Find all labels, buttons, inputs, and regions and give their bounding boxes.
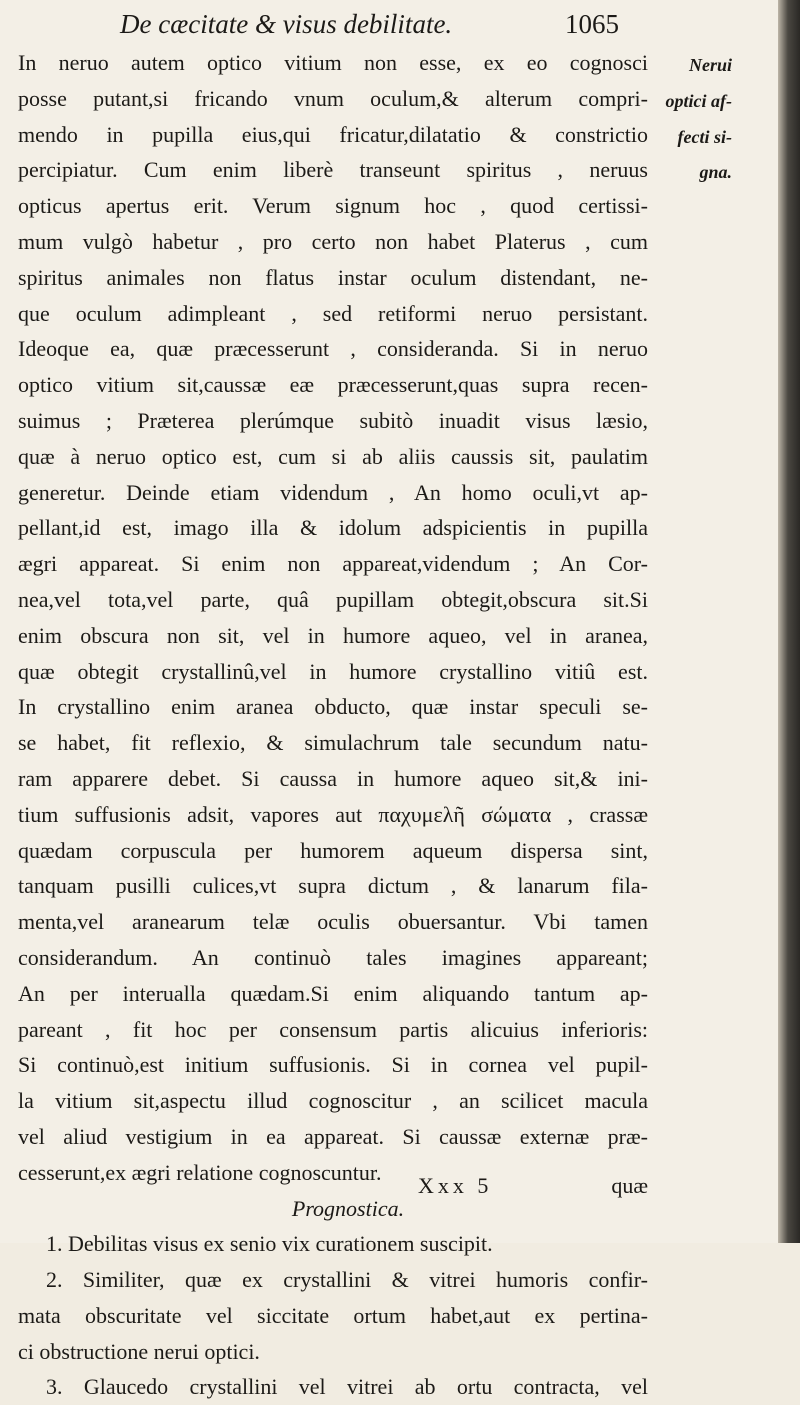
book-gutter (778, 0, 800, 1243)
text-line: ram apparere debet. Si caussa in humore aqueo sit,& ini- (18, 765, 648, 791)
text-line: An per interualla quædam.Si enim aliquando tantum ap- (18, 980, 648, 1006)
text-line: Si continuò,est initium suffusionis. Si in cornea vel pupil- (18, 1052, 648, 1078)
text-line: ci obstructione nerui optici. (18, 1338, 260, 1364)
section-heading: Prognostica. (291, 1195, 405, 1221)
text-line: considerandum. An continuò tales imagines appareant; (18, 944, 648, 970)
text-line: tanquam pusilli culices,vt supra dictum , & lanarum fila- (18, 873, 648, 899)
text-line: vel aliud vestigium in ea appareat. Si caussæ externæ præ- (18, 1123, 648, 1149)
numbered-item: 1. Debilitas visus ex senio vix curationem suscipit. (46, 1231, 493, 1257)
text-line: quæ à neruo optico est, cum si ab aliis caussis sit, paulatim (18, 443, 648, 469)
text-line: opticus apertus erit. Verum signum hoc , quod certissi- (18, 193, 648, 219)
text-line: mendo in pupilla eius,qui fricatur,dilatatio & constrictio (18, 121, 648, 147)
text-line: nea,vel tota,vel parte, quâ pupillam obtegit,obscura sit.Si (18, 586, 648, 612)
running-title: De cæcitate & visus debilitate. (120, 9, 453, 39)
text-line: pellant,id est, imago illa & idolum adspicientis in pupilla (18, 515, 648, 541)
text-line: se habet, fit reflexio, & simulachrum tale secundum natu- (18, 730, 648, 756)
text-line: ægri appareat. Si enim non appareat,videndum ; An Cor- (18, 551, 648, 577)
text-line: quædam corpuscula per humorem aqueum dispersa sint, (18, 837, 648, 863)
text-line: la vitium sit,aspectu illud cognoscitur , an scilicet macula (18, 1088, 648, 1114)
text-line: tium suffusionis adsit, vapores aut παχυμελῆ σώματα , crassæ (18, 801, 648, 827)
margin-note-line: gna. (699, 162, 732, 183)
signature-mark: Xxx 5 (418, 1173, 493, 1198)
page-footer (18, 1168, 648, 1204)
text-line: percipiatur. Cum enim liberè transeunt spiritus , neruus (18, 157, 648, 183)
text-line: cesserunt,ex ægri relatione cognoscuntur. (18, 1159, 382, 1185)
margin-note-line: fecti si- (677, 126, 732, 147)
text-line: quæ obtegit crystallinû,vel in humore crystallino vitiû est. (18, 658, 648, 684)
page-number: 1065 (565, 9, 619, 39)
text-line: que oculum adimpleant , sed retiformi neruo persistant. (18, 300, 648, 326)
text-line: suimus ; Præterea plerúmque subitò inuadit visus læsio, (18, 407, 648, 433)
catchword: quæ (611, 1173, 648, 1198)
margin-note-line: Nerui (688, 55, 732, 75)
numbered-item: 2. Similiter, quæ ex crystallini & vitrei humoris confir- (46, 1267, 648, 1293)
margin-note (650, 48, 732, 191)
text-line: In crystallino enim aranea obducto, quæ instar speculi se- (18, 694, 648, 720)
text-line: pareant , fit hoc per consensum partis alicuius inferioris: (18, 1016, 648, 1042)
text-line: mum vulgò habetur , pro certo non habet Platerus , cum (18, 228, 648, 254)
text-line: posse putant,si fricando vnum oculum,& alterum compri- (18, 85, 648, 111)
text-line: In neruo autem optico vitium non esse, ex eo cognosci (18, 50, 648, 75)
text-line: mata obscuritate vel siccitate ortum habet,aut ex pertina- (18, 1302, 648, 1328)
text-line: generetur. Deinde etiam videndum , An homo oculi,vt ap- (18, 479, 648, 505)
text-line: menta,vel aranearum telæ oculis obuersantur. Vbi tamen (18, 909, 648, 935)
numbered-item: 3. Glaucedo crystallini vel vitrei ab ortu contracta, vel (46, 1374, 648, 1400)
margin-note-line: optici af- (665, 90, 732, 111)
text-line: Ideoque ea, quæ præcesserunt , consideranda. Si in neruo (18, 336, 648, 362)
text-line: spiritus animales non flatus instar oculum distendant, ne- (18, 264, 648, 290)
text-line: enim obscura non sit, vel in humore aqueo, vel in aranea, (18, 622, 648, 648)
text-line: optico vitium sit,caussæ eæ præcesserunt,quas supra recen- (18, 372, 648, 398)
